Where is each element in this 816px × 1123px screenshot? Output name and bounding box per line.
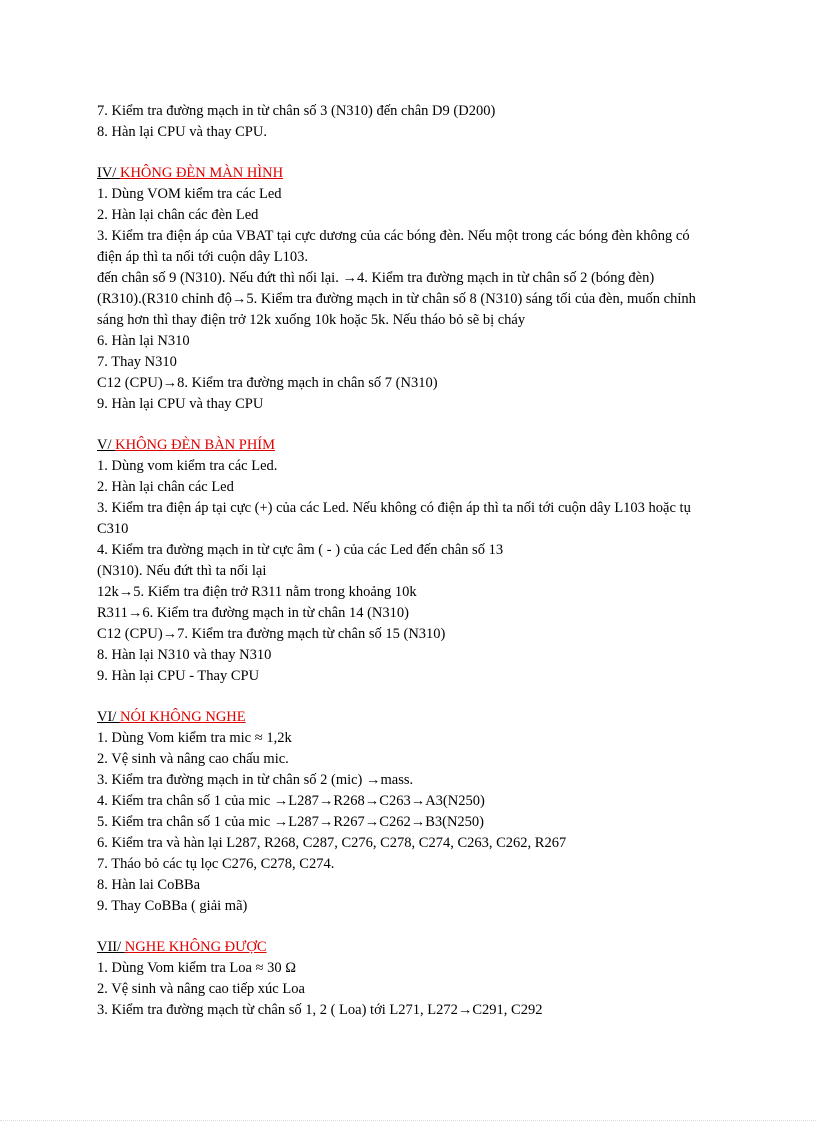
section-line: 3. Kiểm tra đường mạch từ chân số 1, 2 ( Loa) tới L271, L272→C291, C292 [97, 1002, 543, 1018]
section-heading [97, 707, 737, 728]
section-line: 5. Kiểm tra chân số 1 của mic →L287→R267→C262→B3(N250) [97, 814, 485, 830]
section-heading [97, 435, 737, 456]
section-line: 4. Kiểm tra chân số 1 của mic →L287→R268→C263→A3(N250) [97, 793, 485, 809]
page-bottom-divider [0, 1120, 816, 1121]
section-line: đến chân số 9 (N310). Nếu đứt thì nối lại. →4. Kiểm tra đường mạch in từ chân số 2 (bóng đèn) [97, 270, 655, 286]
section-heading [97, 937, 737, 958]
section-line: 2. Vệ sinh và nâng cao chấu mic. [97, 751, 289, 767]
section-line: C12 (CPU)→7. Kiểm tra đường mạch từ chân số 15 (N310) [97, 626, 446, 642]
section-line: (N310). Nếu đứt thì ta nối lại [97, 563, 267, 579]
section-line: R311→6. Kiểm tra đường mạch in từ chân 14 (N310) [97, 605, 409, 621]
section-line: 4. Kiểm tra đường mạch in từ cực âm ( - ) của các Led đến chân số 13 [97, 542, 504, 558]
section-number: VI/ [97, 709, 120, 725]
intro-line: 7. Kiểm tra đường mạch in từ chân số 3 (N310) đến chân D9 (D200) [97, 103, 496, 119]
intro-line: 8. Hàn lại CPU và thay CPU. [97, 124, 267, 140]
section-number: V/ [97, 437, 116, 453]
section-line: sáng hơn thì thay điện trở 12k xuống 10k hoặc 5k. Nếu tháo bỏ sẽ bị cháy [97, 312, 526, 328]
section-line: 1. Dùng vom kiểm tra các Led. [97, 458, 278, 474]
section-line: (R310).(R310 chỉnh độ→5. Kiểm tra đường mạch in từ chân số 8 (N310) sáng tối của đèn, muốn chỉnh [97, 291, 696, 307]
section-line: C310 [97, 521, 129, 537]
document-page [97, 101, 737, 1021]
section-line: 3. Kiểm tra đường mạch in từ chân số 2 (mic) →mass. [97, 772, 414, 788]
section-line: 9. Hàn lại CPU - Thay CPU [97, 668, 260, 684]
section-line: 7. Tháo bỏ các tụ lọc C276, C278, C274. [97, 856, 335, 872]
section-line: 6. Kiểm tra và hàn lại L287, R268, C287, C276, C278, C274, C263, C262, R267 [97, 835, 567, 851]
section-line: 3. Kiểm tra điện áp của VBAT tại cực dương của các bóng đèn. Nếu một trong các bóng đèn không có [97, 228, 690, 244]
section-line: 8. Hàn lai CoBBa [97, 877, 201, 893]
section-title: NÓI KHÔNG NGHE [119, 709, 246, 725]
section-line: 8. Hàn lại N310 và thay N310 [97, 647, 272, 663]
section-title: NGHE KHÔNG ĐƯỢC [124, 939, 267, 955]
section-line: 2. Vệ sinh và nâng cao tiếp xúc Loa [97, 981, 305, 997]
section-line: 6. Hàn lại N310 [97, 333, 190, 349]
section-line: điện áp thì ta nối tới cuộn dây L103. [97, 249, 309, 265]
section-title: KHÔNG ĐÈN BÀN PHÍM [115, 437, 276, 453]
section-number: VII/ [97, 939, 125, 955]
section-title: KHÔNG ĐÈN MÀN HÌNH [119, 165, 284, 181]
section-heading [97, 163, 737, 184]
section-line: 12k→5. Kiểm tra điện trở R311 nằm trong khoảng 10k [97, 584, 417, 600]
section-line: 9. Thay CoBBa ( giải mã) [97, 898, 248, 914]
section-line: 1. Dùng Vom kiểm tra mic ≈ 1,2k [97, 730, 292, 746]
section-number: IV/ [97, 165, 120, 181]
section-line: 2. Hàn lại chân các Led [97, 479, 234, 495]
section-line: 2. Hàn lại chân các đèn Led [97, 207, 259, 223]
section-line: 1. Dùng Vom kiểm tra Loa ≈ 30 Ω [97, 960, 297, 976]
section-line: 9. Hàn lại CPU và thay CPU [97, 396, 264, 412]
section-line: 1. Dùng VOM kiểm tra các Led [97, 186, 282, 202]
section-line: 7. Thay N310 [97, 354, 177, 370]
section-line: 3. Kiểm tra điện áp tại cực (+) của các Led. Nếu không có điện áp thì ta nối tới cuộn dây L103 hoặc tụ [97, 500, 691, 516]
section-line: C12 (CPU)→8. Kiểm tra đường mạch in chân số 7 (N310) [97, 375, 438, 391]
